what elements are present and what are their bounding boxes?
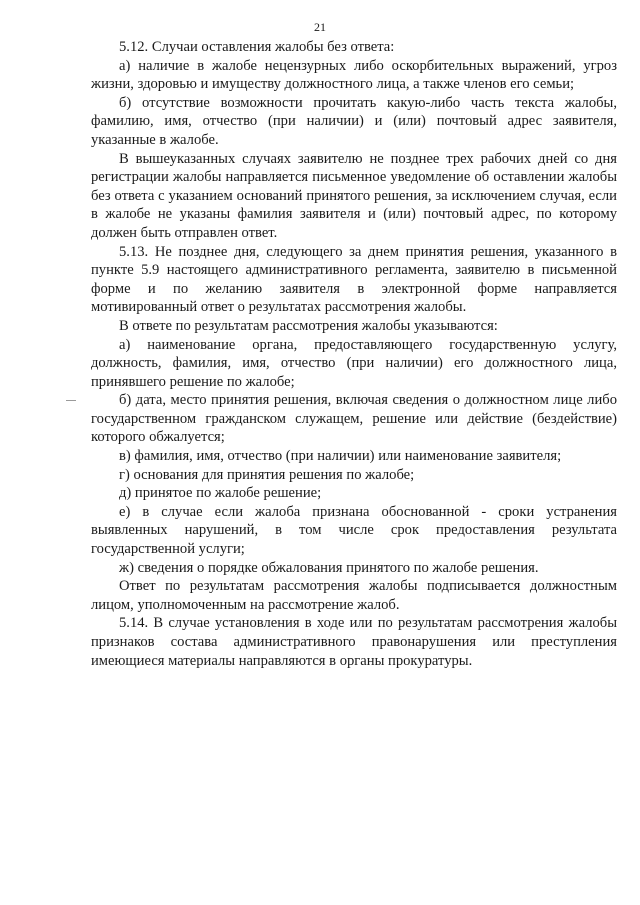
list-item-e: е) в случае если жалоба признана обоснованной - сроки устранения выявленных нарушений, в том числе срок предоставления результата государственной услуги; bbox=[91, 503, 617, 558]
paragraph-answer-contents: В ответе по результатам рассмотрения жалобы указываются: bbox=[119, 317, 498, 334]
list-item-b: б) дата, место принятия решения, включая сведения о должностном лице либо государственном гражданском служащем, решение или действие (бездействие) которого обжалуется; bbox=[91, 392, 617, 446]
paragraph-5-12-a: а) наличие в жалобе нецензурных либо оскорбительных выражений, угроз жизни, здоровью и имуществу должностного лица, а также членов его семьи; bbox=[91, 57, 617, 93]
list-item-d: д) принятое по жалобе решение; bbox=[119, 485, 322, 502]
margin-mark bbox=[66, 400, 76, 401]
paragraph-notification: В вышеуказанных случаях заявителю не позднее трех рабочих дней со дня регистрации жалобы направляется письменное уведомление об оставлении жалобы без ответа с указанием оснований принятого решения, за исключением случая, если в жалобе не указаны фамилия заявителя и (или) почтовый адрес, по которому должен быть отправлен ответ. bbox=[91, 150, 617, 241]
paragraph-5-13: 5.13. Не позднее дня, следующего за днем принятия решения, указанного в пункте 5.9 настоящего административного регламента, заявителю в письменной форме и по желанию заявителя в электронной форме направляется мотивированный ответ о результатах рассмотрения жалобы. bbox=[91, 243, 617, 316]
page-number: 21 bbox=[314, 20, 326, 34]
list-item-v: в) фамилия, имя, отчество (при наличии) или наименование заявителя; bbox=[119, 448, 562, 465]
paragraph-5-12-b: б) отсутствие возможности прочитать какую-либо часть текста жалобы, фамилию, имя, отчество (при наличии) и (или) почтовый адрес заявителя, указанные в жалобе. bbox=[91, 94, 617, 148]
paragraph-5-14: 5.14. В случае установления в ходе или по результатам рассмотрения жалобы признаков состава административного правонарушения или преступления имеющиеся материалы направляются в органы прокуратуры. bbox=[91, 615, 617, 669]
list-item-a: а) наименование органа, предоставляющего государственную услугу, должность, фамилия, имя, отчество (при наличии) его должностного лица, принявшего решение по жалобе; bbox=[91, 336, 617, 390]
paragraph-signature: Ответ по результатам рассмотрения жалобы подписывается должностным лицом, уполномоченным на рассмотрение жалоб. bbox=[91, 578, 617, 613]
document-body bbox=[91, 38, 617, 670]
list-item-g: г) основания для принятия решения по жалобе; bbox=[119, 466, 415, 483]
paragraph-5-12-heading: 5.12. Случаи оставления жалобы без ответа: bbox=[119, 39, 395, 55]
list-item-zh: ж) сведения о порядке обжалования принятого по жалобе решения. bbox=[119, 559, 539, 576]
